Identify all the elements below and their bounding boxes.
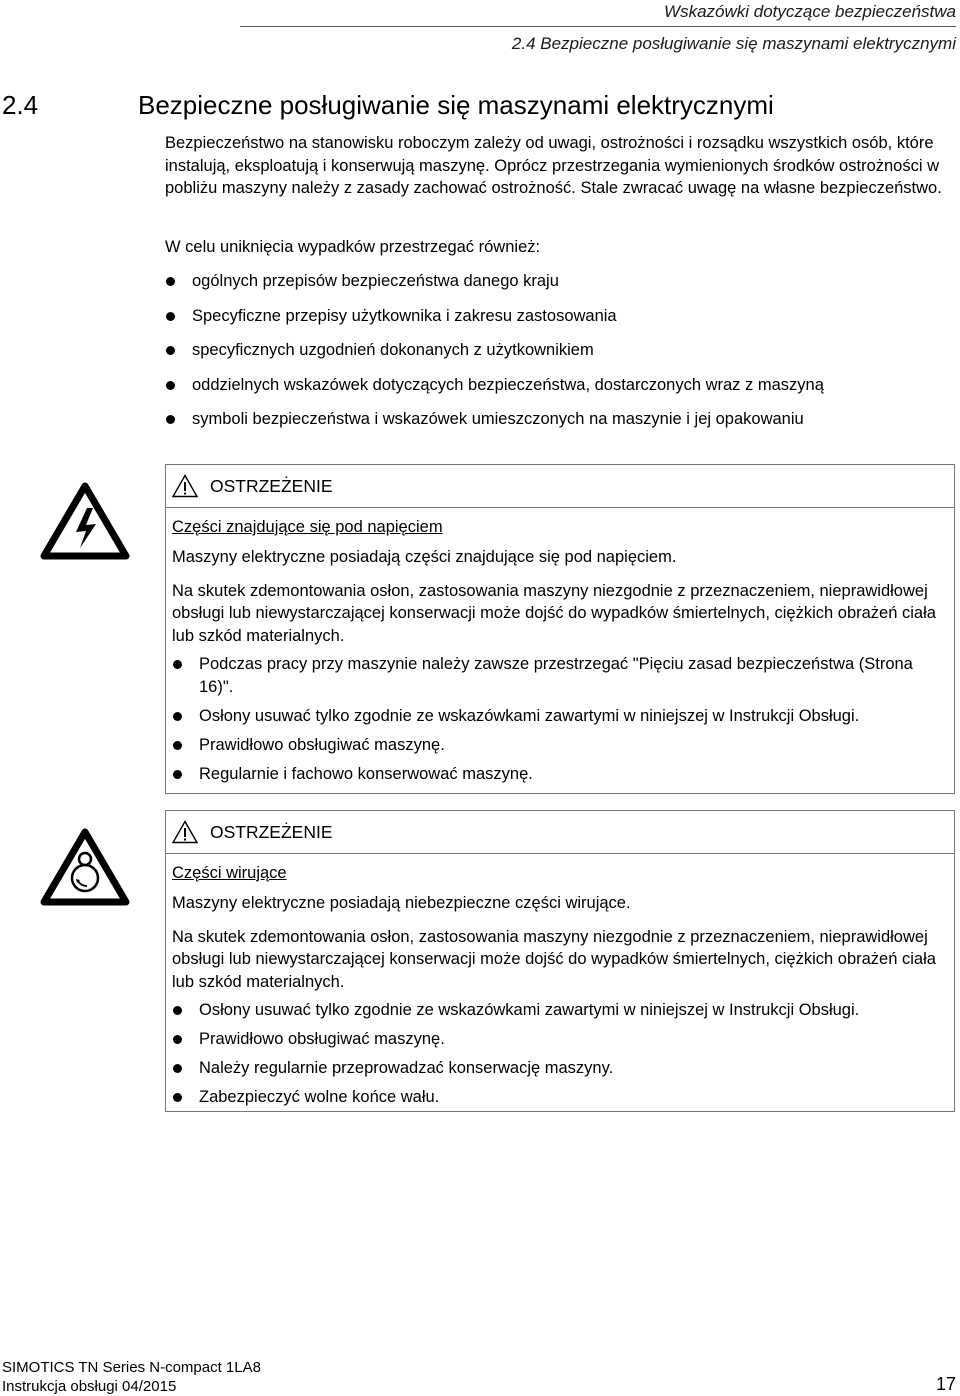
warning-title: Części wirujące	[172, 864, 287, 882]
list-item: Podczas pracy przy maszynie należy zawsze przestrzegać "Pięciu zasad bezpieczeństwa (Strona 16)".	[172, 653, 948, 698]
warning-triangle-icon	[172, 820, 198, 844]
list-item: oddzielnych wskazówek dotyczących bezpieczeństwa, dostarczonych wraz z maszyną	[165, 374, 955, 409]
list-item: Osłony usuwać tylko zgodnie ze wskazówkami zawartymi w niniejszej w Instrukcji Obsługi.	[172, 705, 948, 728]
rotating-parts-icon	[40, 828, 130, 906]
section-title: Bezpieczne posługiwanie się maszynami elektrycznymi	[138, 90, 774, 120]
warning-signal-word: OSTRZEŻENIE	[210, 821, 333, 842]
warning-title: Części znajdujące się pod napięciem	[172, 518, 443, 536]
header-rule	[240, 26, 956, 27]
warning-box-rotating	[165, 810, 955, 1112]
page-number: 17	[935, 1374, 956, 1394]
list-item: Prawidłowo obsługiwać maszynę.	[172, 734, 948, 757]
list-item: Należy regularnie przeprowadzać konserwację maszyny.	[172, 1057, 948, 1080]
list-item: Osłony usuwać tylko zgodnie ze wskazówkami zawartymi w niniejszej w Instrukcji Obsługi.	[172, 999, 948, 1022]
list-item: Regularnie i fachowo konserwować maszynę.	[172, 763, 948, 786]
lead-paragraph: W celu uniknięcia wypadków przestrzegać również:	[165, 238, 541, 256]
warning-measures-list	[172, 653, 948, 785]
warning-triangle-icon	[172, 474, 198, 498]
list-item: Prawidłowo obsługiwać maszynę.	[172, 1028, 948, 1051]
intro-paragraph: Bezpieczeństwo na stanowisku roboczym zależy od uwagi, ostrożności i rozsądku wszystkich osób, które instalują, eksploatują i konserwują maszynę. Oprócz przestrzegania wymienionych środków ostrożności w pobliżu maszyny należy z zasady zachować ostrożność. Stale zwracać uwagę na własne bezpieczeństwo.	[165, 134, 942, 197]
rules-list	[165, 270, 955, 443]
warning-measures-list	[172, 999, 948, 1109]
warning-header	[166, 811, 954, 854]
list-item: specyficznych uzgodnień dokonanych z użytkownikiem	[165, 339, 955, 374]
list-item: symboli bezpieczeństwa i wskazówek umieszczonych na maszynie i jej opakowaniu	[165, 408, 955, 443]
warning-header	[166, 465, 954, 508]
list-item: ogólnych przepisów bezpieczeństwa danego kraju	[165, 270, 955, 305]
list-item: Specyficzne przepisy użytkownika i zakresu zastosowania	[165, 305, 955, 340]
warning-consequence: Na skutek zdemontowania osłon, zastosowania maszyny niezgodnie z przeznaczeniem, nieprawidłowej obsługi lub niewystarczającej konserwacji może dojść do wypadków śmiertelnych, ciężkich obrażeń ciała lub szkód materialnych.	[172, 927, 936, 991]
warning-consequence: Na skutek zdemontowania osłon, zastosowania maszyny niezgodnie z przeznaczeniem, nieprawidłowej obsługi lub niewystarczającej konserwacji może dojść do wypadków śmiertelnych, ciężkich obrażeń ciała lub szkód materialnych.	[172, 581, 936, 645]
warning-text: Maszyny elektryczne posiadają niebezpieczne części wirujące.	[172, 894, 631, 912]
running-header-section: 2.4 Bezpieczne posługiwanie się maszynami elektrycznymi	[511, 34, 956, 53]
warning-signal-word: OSTRZEŻENIE	[210, 475, 333, 496]
warning-box-electric	[165, 464, 955, 794]
running-header-chapter: Wskazówki dotyczące bezpieczeństwa	[664, 2, 956, 21]
footer-product: SIMOTICS TN Series N-compact 1LA8	[2, 1359, 261, 1376]
section-number: 2.4	[2, 90, 39, 120]
footer-manual: Instrukcja obsługi 04/2015	[2, 1378, 177, 1395]
section-heading	[2, 90, 774, 121]
electric-hazard-icon	[40, 482, 130, 560]
warning-text: Maszyny elektryczne posiadają części znajdujące się pod napięciem.	[172, 548, 677, 566]
list-item: Zabezpieczyć wolne końce wału.	[172, 1086, 948, 1109]
